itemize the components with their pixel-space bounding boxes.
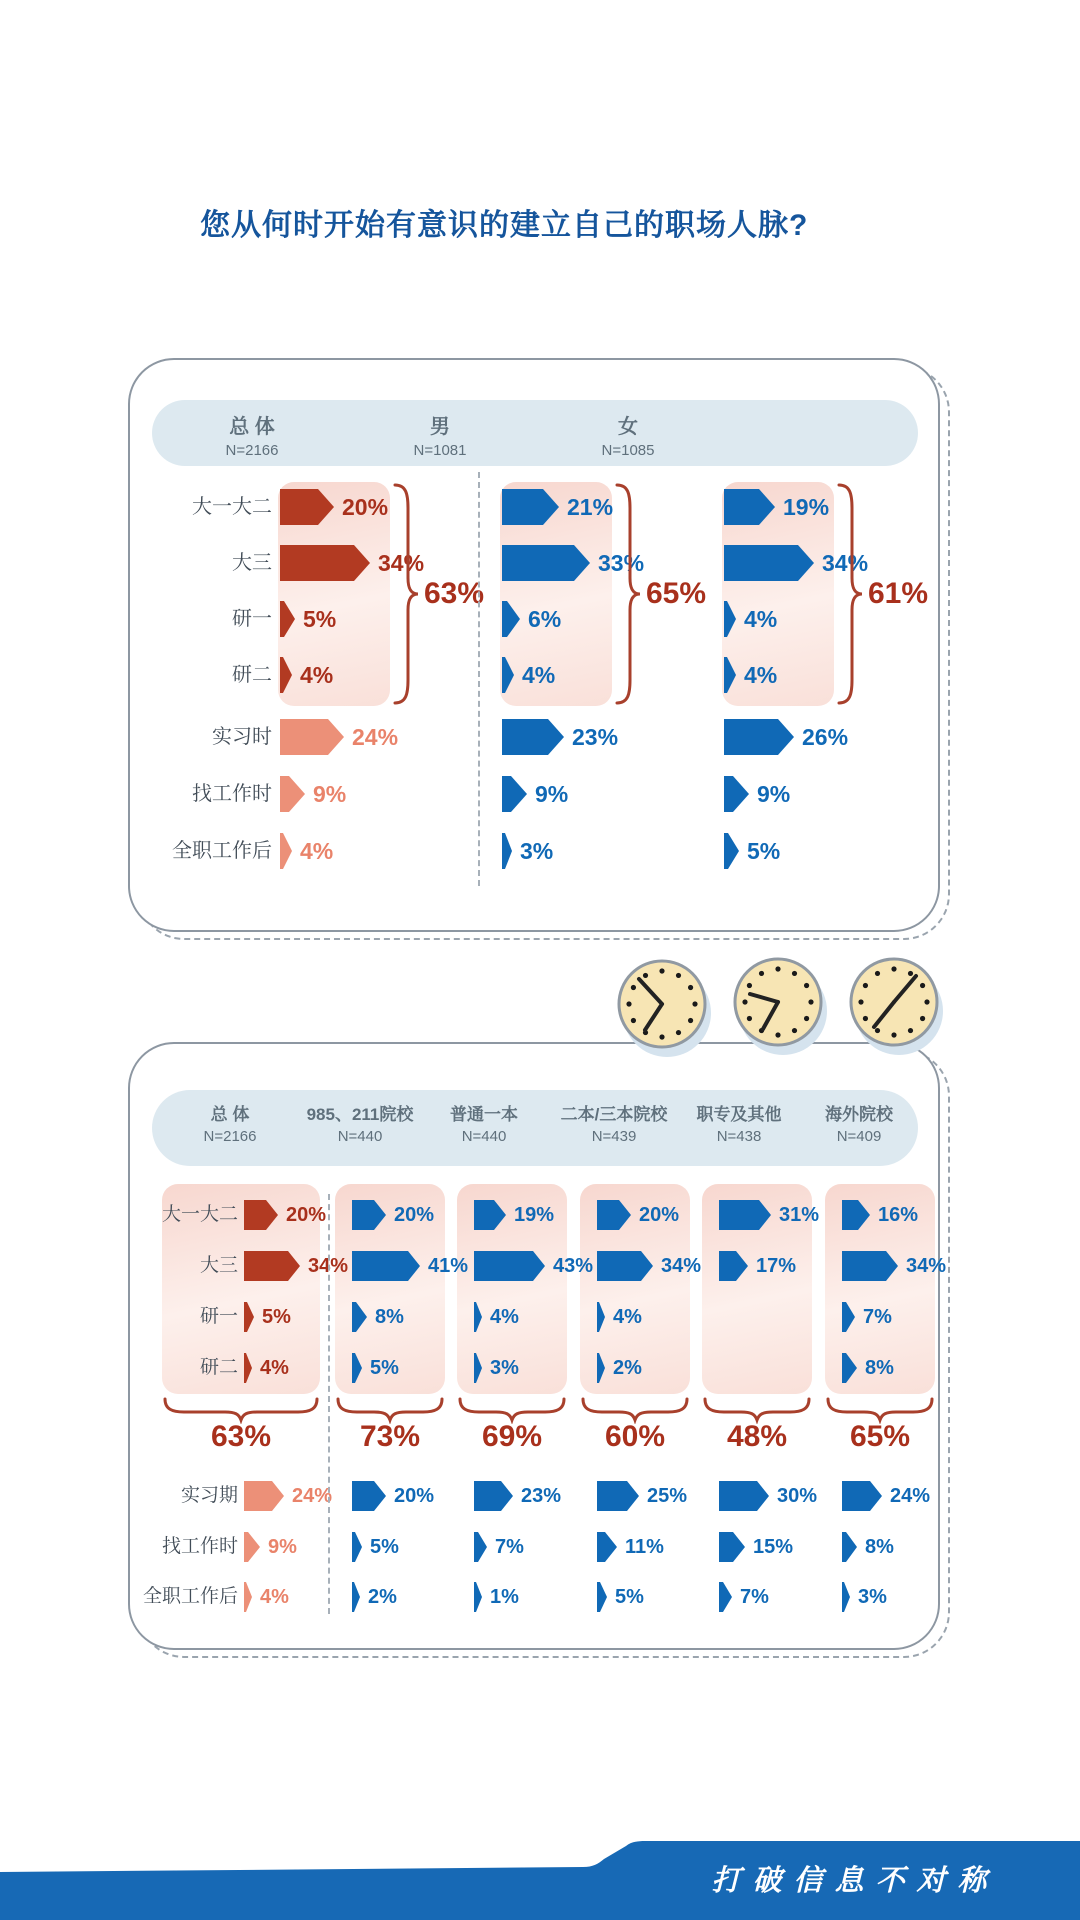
bar-value-s4-c5: 15% [753, 1536, 794, 1558]
bar-s5-c6 [842, 1582, 850, 1612]
bar-value-s0-c4: 24% [352, 724, 399, 750]
bar-s1-c1 [352, 1251, 420, 1281]
bar-value-s1-c2: 6% [528, 606, 562, 632]
bar-value-s3-c4: 25% [647, 1485, 688, 1507]
category-label: 全职工作后 [172, 840, 272, 862]
bar-value-s5-c0: 16% [878, 1204, 919, 1226]
category-label: 研一 [232, 608, 272, 630]
bar-s0-c1 [280, 545, 370, 581]
group-label: 普通一本 [450, 1105, 518, 1124]
bar-value-s2-c1: 43% [553, 1255, 594, 1277]
group-total: 60% [604, 1420, 666, 1453]
bar-value-s0-c5: 9% [268, 1536, 297, 1558]
bar-value-s0-c1: 34% [308, 1255, 349, 1277]
bar-value-s3-c1: 34% [661, 1255, 702, 1277]
bar-value-s0-c5: 9% [313, 781, 347, 807]
bar-s2-c5 [474, 1532, 487, 1562]
group-total: 48% [726, 1420, 788, 1453]
bar-value-s1-c4: 23% [572, 724, 619, 750]
group-total: 65% [646, 577, 707, 610]
bar-s2-c5 [724, 776, 749, 812]
bar-s2-c4 [724, 719, 794, 755]
group-brace [836, 482, 866, 706]
bar-value-s5-c2: 7% [863, 1306, 892, 1328]
group-label: 职专及其他 [696, 1105, 782, 1124]
bar-value-s1-c3: 5% [370, 1357, 399, 1379]
bar-value-s3-c6: 5% [615, 1586, 644, 1608]
group-n: N=1081 [413, 442, 467, 459]
bar-s5-c4 [842, 1481, 882, 1511]
panel-body [128, 1042, 947, 1650]
group-brace [614, 482, 644, 706]
group-label: 985、211院校 [306, 1105, 414, 1124]
bar-value-s0-c1: 34% [378, 550, 425, 576]
bar-value-s2-c4: 26% [802, 724, 849, 750]
group-n: N=440 [337, 1128, 383, 1145]
bar-value-s2-c0: 19% [514, 1204, 555, 1226]
group-label: 总 体 [229, 416, 275, 438]
bar-value-s5-c3: 8% [865, 1357, 894, 1379]
header-group-1 [163, 1100, 297, 1145]
column-separator [478, 472, 480, 886]
bar-s0-c6 [280, 833, 292, 869]
bar-value-s0-c0: 20% [286, 1204, 327, 1226]
category-label: 研一 [199, 1306, 238, 1327]
category-label: 实习期 [180, 1485, 238, 1506]
bar-value-s4-c0: 31% [779, 1204, 820, 1226]
bar-s2-c4 [474, 1481, 513, 1511]
bar-s1-c4 [502, 719, 564, 755]
group-n: N=438 [716, 1128, 762, 1145]
bar-value-s1-c4: 20% [394, 1485, 435, 1507]
group-total: 73% [359, 1420, 421, 1453]
category-label: 大一大二 [161, 1204, 238, 1225]
bar-s1-c1 [502, 545, 590, 581]
bar-s2-c6 [474, 1582, 482, 1612]
bar-value-s5-c6: 3% [858, 1586, 887, 1608]
bar-s3-c4 [597, 1481, 639, 1511]
bar-s1-c5 [502, 776, 527, 812]
group-n: N=2166 [225, 442, 279, 459]
bar-value-s5-c5: 8% [865, 1536, 894, 1558]
bar-s0-c6 [244, 1582, 252, 1612]
bar-value-s1-c5: 5% [370, 1536, 399, 1558]
bar-value-s2-c5: 9% [757, 781, 791, 807]
bar-value-s5-c1: 34% [906, 1255, 947, 1277]
bar-value-s0-c3: 4% [260, 1357, 289, 1379]
group-n: N=2166 [203, 1128, 257, 1145]
bar-s4-c4 [719, 1481, 769, 1511]
bar-s0-c5 [280, 776, 305, 812]
header-group-2 [355, 410, 525, 459]
category-label: 研二 [232, 664, 272, 686]
bar-value-s0-c6: 4% [260, 1586, 289, 1608]
header-group-3 [543, 410, 713, 459]
bar-value-s5-c4: 24% [890, 1485, 931, 1507]
school-type-panel [128, 1042, 947, 1650]
bar-s0-c4 [244, 1481, 284, 1511]
bar-s0-c5 [244, 1532, 260, 1562]
group-label: 男 [430, 416, 450, 438]
bar-value-s4-c6: 7% [740, 1586, 769, 1608]
group-n: N=409 [836, 1128, 882, 1145]
group-label: 海外院校 [825, 1105, 893, 1124]
bar-s4-c6 [719, 1582, 732, 1612]
header-group-6 [792, 1100, 926, 1145]
column-separator [328, 1194, 330, 1614]
bar-value-s2-c2: 4% [744, 606, 778, 632]
header-group-2 [293, 1100, 427, 1145]
bar-s3-c5 [597, 1532, 617, 1562]
bar-s0-c4 [280, 719, 344, 755]
header-group-4 [547, 1100, 681, 1145]
bar-value-s1-c5: 9% [535, 781, 569, 807]
bar-value-s2-c3: 3% [490, 1357, 519, 1379]
bar-value-s0-c2: 5% [303, 606, 337, 632]
category-label: 找工作时 [192, 783, 272, 805]
bar-s1-c4 [352, 1481, 386, 1511]
group-total: 69% [481, 1420, 543, 1453]
bar-value-s1-c6: 3% [520, 838, 554, 864]
bar-value-s1-c0: 20% [394, 1204, 435, 1226]
group-total: 61% [868, 577, 929, 610]
bar-value-s3-c5: 11% [625, 1536, 664, 1558]
bar-value-s3-c2: 4% [613, 1306, 642, 1328]
bar-value-s2-c3: 4% [744, 662, 778, 688]
bar-value-s1-c6: 2% [368, 1586, 397, 1608]
bar-s1-c6 [352, 1582, 360, 1612]
bar-s5-c5 [842, 1532, 857, 1562]
group-label: 二本/三本院校 [560, 1105, 668, 1124]
bar-s1-c5 [352, 1532, 362, 1562]
category-label: 实习时 [212, 726, 272, 748]
bar-s3-c1 [597, 1251, 653, 1281]
bar-value-s0-c3: 4% [300, 662, 334, 688]
panel-body [128, 358, 940, 932]
group-total: 65% [849, 1420, 911, 1453]
category-label: 大一大二 [192, 496, 272, 518]
bar-value-s1-c0: 21% [567, 494, 614, 520]
bar-value-s2-c1: 34% [822, 550, 869, 576]
bar-value-s3-c3: 2% [613, 1357, 642, 1379]
bar-s2-c6 [724, 833, 739, 869]
group-n: N=440 [461, 1128, 507, 1145]
group-n: N=439 [591, 1128, 637, 1145]
category-label: 大三 [232, 552, 272, 574]
group-label: 总 体 [210, 1105, 250, 1124]
bar-s3-c6 [597, 1582, 607, 1612]
group-n: N=1085 [601, 442, 655, 459]
category-label: 研二 [199, 1357, 238, 1378]
bar-s4-c5 [719, 1532, 745, 1562]
bar-value-s2-c4: 23% [521, 1485, 562, 1507]
category-label: 找工作时 [161, 1536, 238, 1557]
group-total: 63% [210, 1420, 272, 1453]
bar-value-s3-c0: 20% [639, 1204, 680, 1226]
bar-s2-c1 [474, 1251, 545, 1281]
bar-value-s1-c2: 8% [375, 1306, 404, 1328]
bar-value-s4-c4: 30% [777, 1485, 818, 1507]
footer-slogan: 打破信息不对称 [711, 1865, 999, 1897]
bar-value-s0-c4: 24% [292, 1485, 333, 1507]
bar-value-s1-c1: 33% [598, 550, 645, 576]
bar-value-s2-c6: 1% [490, 1586, 519, 1608]
bar-value-s2-c6: 5% [747, 838, 781, 864]
group-label: 女 [618, 416, 638, 438]
bar-s2-c1 [724, 545, 814, 581]
gender-panel [128, 358, 940, 932]
bar-value-s2-c5: 7% [495, 1536, 524, 1558]
page-title: 您从何时开始有意识的建立自己的职场人脉? [200, 209, 809, 242]
bar-value-s4-c1: 17% [756, 1255, 797, 1277]
category-label: 全职工作后 [142, 1586, 238, 1607]
bar-value-s1-c1: 41% [428, 1255, 469, 1277]
bar-value-s1-c3: 4% [522, 662, 556, 688]
bar-s5-c1 [842, 1251, 898, 1281]
bar-value-s0-c0: 20% [342, 494, 389, 520]
group-total: 63% [424, 577, 485, 610]
group-brace [392, 482, 422, 706]
header-group-1 [167, 410, 337, 459]
bar-value-s0-c6: 4% [300, 838, 334, 864]
bar-s1-c6 [502, 833, 512, 869]
header-group-3 [417, 1100, 551, 1145]
bar-value-s2-c0: 19% [783, 494, 830, 520]
category-label: 大三 [199, 1255, 238, 1276]
header-group-5 [672, 1100, 806, 1145]
bar-value-s2-c2: 4% [490, 1306, 519, 1328]
bar-value-s0-c2: 5% [262, 1306, 291, 1328]
